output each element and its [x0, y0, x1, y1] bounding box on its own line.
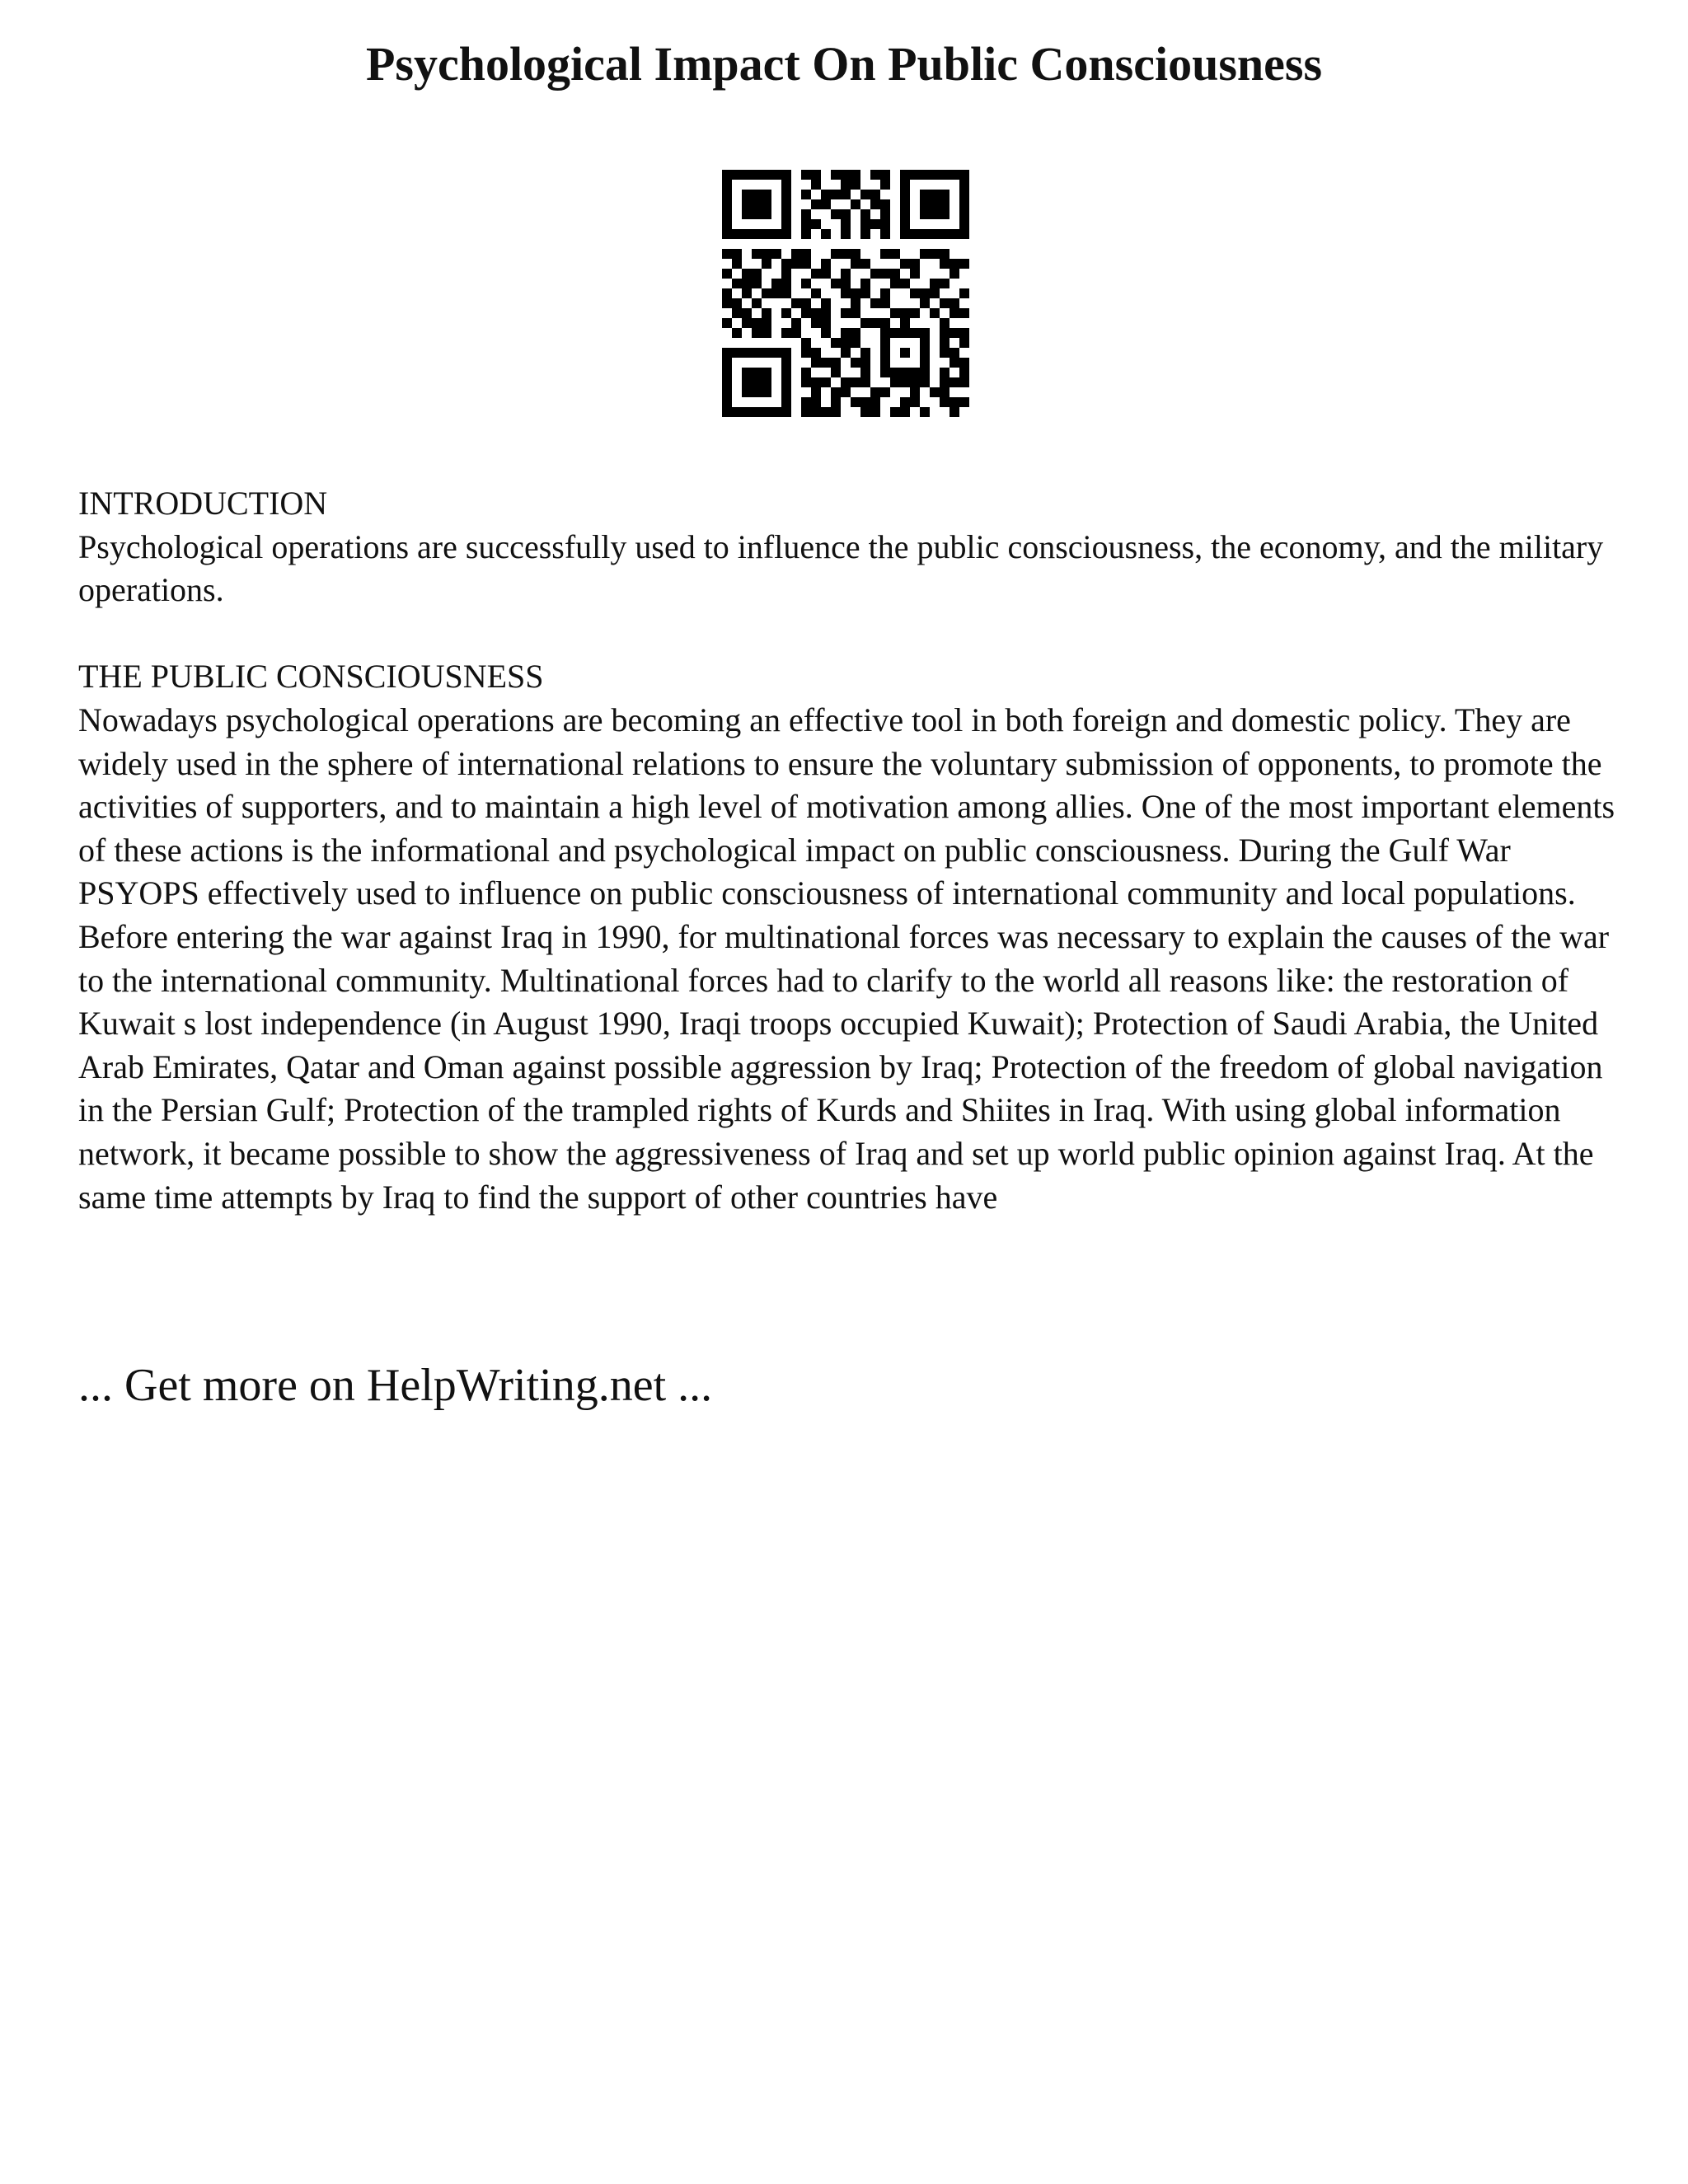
document-body [78, 482, 1628, 1219]
get-more-link[interactable]: ... Get more on HelpWriting.net ... [78, 1360, 713, 1411]
section-heading-public-consciousness: THE PUBLIC CONSCIOUSNESS [78, 658, 544, 696]
qr-code[interactable] [722, 170, 969, 417]
paragraph: Nowadays psychological operations are becoming an effective tool in both foreign and domestic policy. They are widely used in the sphere of international relations to ensure the voluntary submission of opponents, to promote the activities of supporters, and to maintain a high level of motivation among allies. One of the most important elements of these actions is the informational and psychological impact on public consciousness. During the Gulf War PSYOPS effectively used to influence on public consciousness of international community and local populations. [78, 701, 1615, 912]
page-title: Psychological Impact On Public Consciousness [365, 37, 1323, 91]
paragraph-gap [78, 612, 1628, 656]
paragraph: Psychological operations are successfully used to influence the public consciousness, the economy, and the military operations. [78, 527, 1604, 609]
qr-code-icon [722, 170, 969, 417]
paragraph: Before entering the war against Iraq in 1990, for multinational forces was necessary to explain the causes of the war to the international community. Multinational forces had to clarify to the world all reasons like: the restoration of Kuwait s lost independence (in August 1990, Iraqi troops occupied Kuwait); Protection of Saudi Arabia, the United Arab Emirates, Qatar and Oman against possible aggression by Iraq; Protection of the freedom of global navigation in the Persian Gulf; Protection of the trampled rights of Kurds and Shiites in Iraq. With using global information network, it became possible to show the aggressiveness of Iraq and set up world public opinion against Iraq. At the same time attempts by Iraq to find the support of other countries have [78, 917, 1610, 1216]
section-heading-introduction: INTRODUCTION [78, 485, 328, 522]
